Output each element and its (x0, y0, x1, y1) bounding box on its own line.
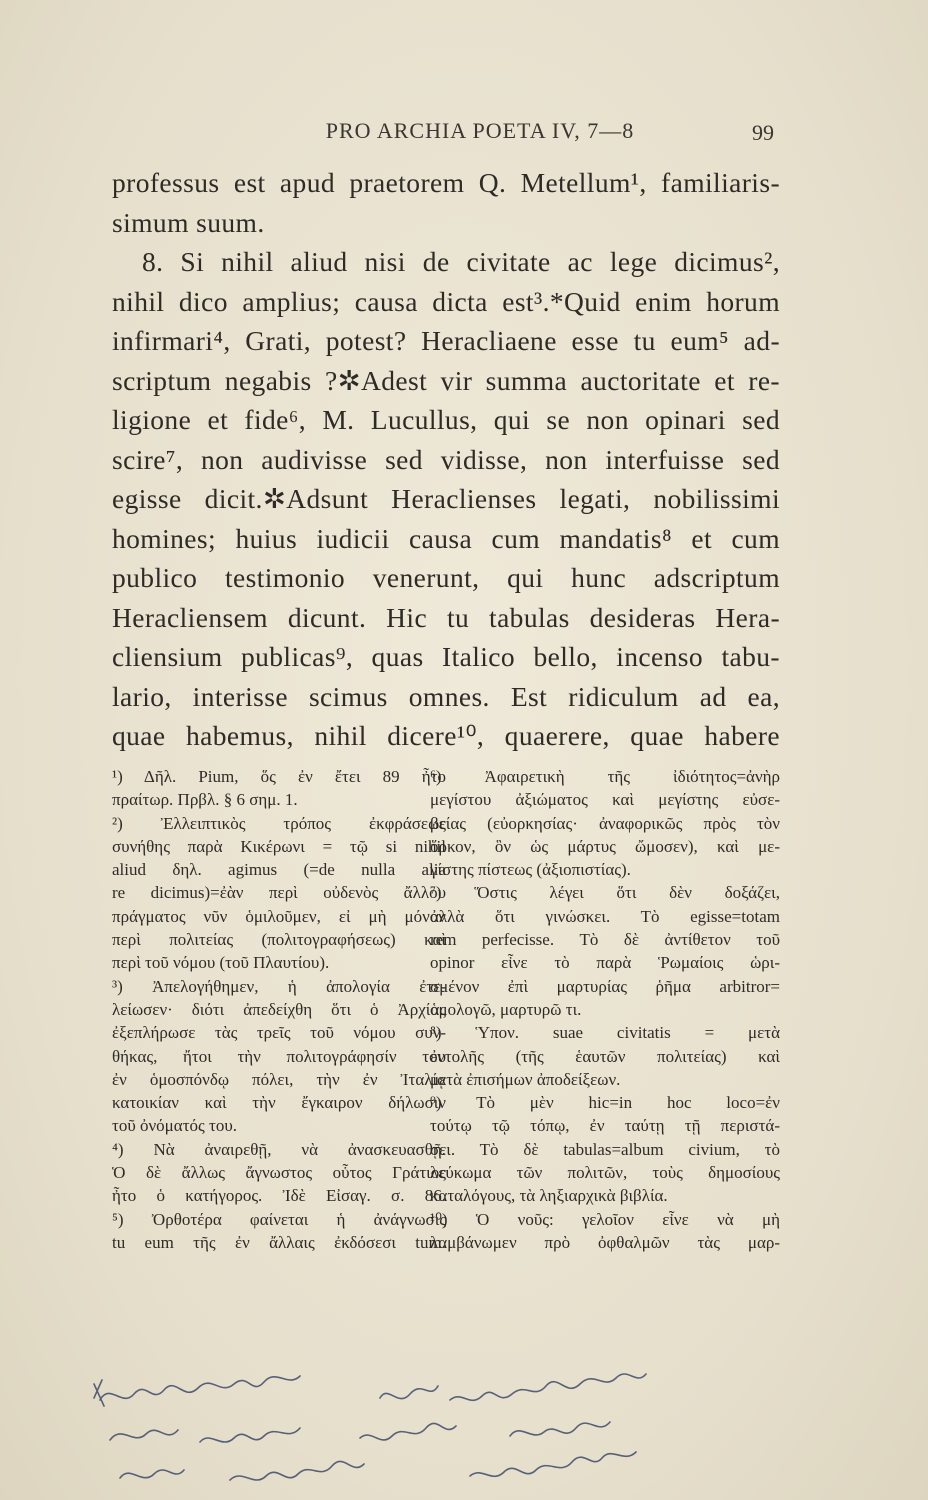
main-line-13: cliensium publicas⁹, quas Italico bello, incenso tabu- (112, 641, 780, 672)
footnote-line: γίστης πίστεως (ἀξιοπιστίας). (430, 860, 631, 880)
main-line-15: quae habemus, nihil dicere¹⁰, quaerere, quae habere (112, 720, 780, 751)
footnote-line: ⁵) Ὀρθοτέρα φαίνεται ἡ ἀνάγνωσις (112, 1209, 446, 1229)
footnote-line: συνήθης παρὰ Κικέρωνι = τῷ si nihil (112, 836, 446, 856)
main-line-5: infirmari⁴, Grati, potest? Heracliaene esse tu eum⁵ ad- (112, 325, 780, 356)
footnote-line: λείωσεν· διότι ἀπεδείχθη ὅτι ὁ Ἀρχίας (112, 999, 446, 1019)
running-title: PRO ARCHIA POETA IV, 7—8 (325, 118, 635, 143)
footnote-line: ⁹) Τὸ μὲν hic=in hoc loco=ἐν (430, 1093, 780, 1113)
main-line-2: simum suum. (112, 206, 265, 238)
main-line-14: lario, interisse scimus omnes. Est ridiculum ad ea, (112, 680, 780, 712)
main-text (112, 163, 780, 756)
page-number: 99 (752, 120, 774, 145)
footnote-line: πραίτωρ. Πρβλ. § 6 σημ. 1. (112, 790, 298, 810)
footnote-line: σμένον ἐπὶ μαρτυρίας ῥῆμα arbitror= (430, 976, 780, 996)
footnote-line: tu eum τῆς ἐν ἄλλαις ἐκδόσεσι tum. (112, 1232, 446, 1252)
main-line-12: Heracliensem dicunt. Hic tu tabulas desideras Hera- (112, 601, 780, 633)
footnote-line: aliud δηλ. agimus (=de nulla alia (112, 860, 446, 880)
footnote-line: ἐξεπλήρωσε τὰς τρεῖς τοῦ νόμου συν- (112, 1023, 446, 1043)
main-line-6: scriptum negabis ?✲Adest vir summa auctoritate et re- (112, 364, 780, 396)
footnote-line: λαμβάνωμεν πρὸ ὀφθαλμῶν τὰς μαρ- (430, 1232, 780, 1252)
footnote-line: ὁμολογῶ, μαρτυρῶ τι. (430, 999, 582, 1019)
footnote-line: ⁶) Ἀφαιρετικὴ τῆς ἰδιότητος=ἀνὴρ (430, 767, 780, 786)
footnote-line: ⁴) Νὰ ἀναιρεθῇ, νὰ ἀνασκευασθῇ. (112, 1139, 446, 1159)
footnote-line: τοῦ ὀνόματός του. (112, 1116, 238, 1136)
main-line-9: egisse dicit.✲Adsunt Heraclienses legati, nobilissimi (112, 483, 780, 514)
footnote-line: καταλόγους, τὰ ληξιαρχικὰ βιβλία. (430, 1186, 668, 1206)
main-line-3: 8. Si nihil aliud nisi de civitate ac lege dicimus², (142, 246, 780, 277)
footnote-line: σει. Τὸ δὲ tabulas=album civium, τὸ (430, 1139, 780, 1159)
main-line-1: professus est apud praetorem Q. Metellum¹, familiaris- (112, 167, 780, 198)
footnote-line: μεγίστου ἀξιώματος καὶ μεγίστης εὐσε- (430, 790, 780, 810)
footnote-line: ἦτο ὁ κατήγορος. Ἰδὲ Εἰσαγ. σ. 86. (112, 1186, 446, 1206)
footnote-line: ³) Ἀπελογήθημεν, ἡ ἀπολογία ἐτε- (112, 976, 446, 996)
footnote-line: opinor εἶνε τὸ παρὰ Ῥωμαίοις ὡρι- (430, 953, 780, 973)
footnote-line: τούτῳ τῷ τόπῳ, ἐν ταύτῃ τῇ περιστά- (430, 1116, 780, 1136)
footnote-line: ⁸) Ὑπον. suae civitatis = μετὰ (430, 1023, 780, 1043)
footnote-line: ἐντολῆς (τῆς ἑαυτῶν πολιτείας) καὶ (430, 1046, 780, 1066)
footnote-line: ¹) Δῆλ. Pium, ὅς ἐν ἔτει 89 ἦτο (112, 767, 446, 786)
footnote-line: βείας (εὐορκησίας· ἀναφορικῶς πρὸς τὸν (430, 813, 780, 833)
handwritten-annotation (80, 1370, 820, 1495)
footnote-line: re dicimus)=ἐὰν περὶ οὐδενὸς ἄλλου (112, 883, 446, 903)
footnote-line: ὅρκον, ὃν ὡς μάρτυς ὤμοσεν), καὶ με- (430, 836, 780, 856)
footnote-line: πράγματος νῦν ὁμιλοῦμεν, εἰ μὴ μόνον (112, 906, 446, 926)
footnote-line: κατοικίαν καὶ τὴν ἔγκαιρον δήλωσιν (112, 1093, 446, 1113)
main-line-8: scire⁷, non audivisse sed vidisse, non interfuisse sed (112, 443, 780, 475)
footnote-line: ¹⁰) Ὁ νοῦς: γελοῖον εἶνε νὰ μὴ (430, 1209, 780, 1229)
footnote-line: rem perfecisse. Τὸ δὲ ἀντίθετον τοῦ (430, 930, 780, 950)
footnote-line: ἀλλὰ ὅτι γινώσκει. Τὸ egisse=totam (430, 906, 780, 926)
footnote-line: περὶ τοῦ νόμου (τοῦ Πλαυτίου). (112, 953, 330, 973)
main-line-7: ligione et fide⁶, M. Lucullus, qui se non opinari sed (112, 404, 780, 435)
footnote-line: λεύκωμα τῶν πολιτῶν, τοὺς δημοσίους (430, 1163, 780, 1183)
main-line-11: publico testimonio venerunt, qui hunc adscriptum (112, 562, 780, 593)
footnote-line: Ὁ δὲ ἄλλως ἄγνωστος οὗτος Γράτιος (112, 1163, 446, 1183)
main-line-4: nihil dico amplius; causa dicta est³.*Quid enim horum (112, 285, 780, 317)
footnote-line: ἐν ὁμοσπόνδῳ πόλει, τὴν ἐν Ἰταλίᾳ (112, 1069, 446, 1089)
footnote-line: ⁷) Ὅστις λέγει ὅτι δὲν δοξάζει, (430, 883, 780, 903)
footnote-line: ²) Ἐλλειπτικὸς τρόπος ἐκφράσεως (112, 813, 446, 833)
footnote-line: θήκας, ἤτοι τὴν πολιτογράφησίν του (112, 1046, 446, 1066)
footnotes-left-column (112, 765, 446, 1254)
main-line-10: homines; huius iudicii causa cum mandatis⁸ et cum (112, 522, 780, 554)
footnotes-right-column (430, 765, 780, 1254)
footnote-line: περὶ πολιτείας (πολιτογραφήσεως) καὶ (112, 930, 446, 950)
footnote-line: μετὰ ἐπισήμων ἀποδείξεων. (430, 1069, 621, 1089)
